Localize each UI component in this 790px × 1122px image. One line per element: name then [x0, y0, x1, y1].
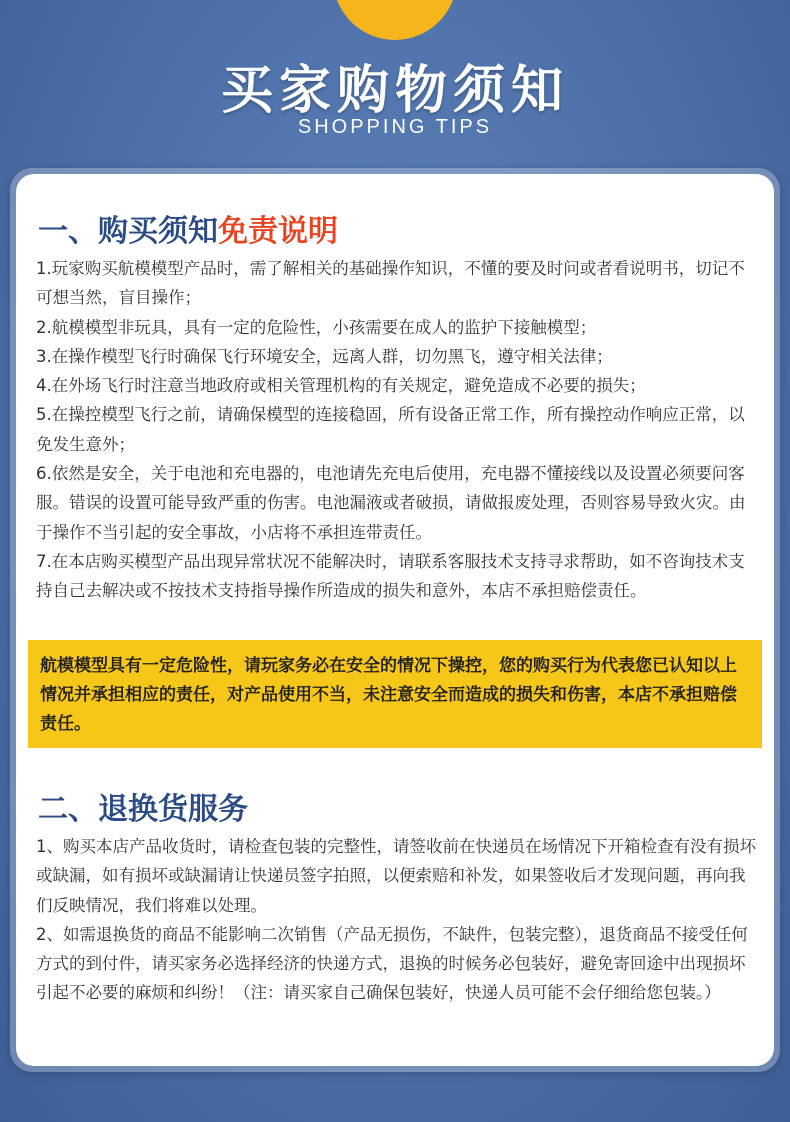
section1-title	[38, 206, 338, 250]
list-item: 6.依然是安全，关于电池和充电器的，电池请先充电后使用，充电器不懂接线以及设置必须要问客服。错误的设置可能导致严重的伤害。电池漏液或者破损，请做报废处理，否则容易导致火灾。由于操作不当引起的安全事故，小店将不承担连带责任。	[36, 464, 746, 542]
list-item: 3.在操作模型飞行时确保飞行环境安全，远离人群，切勿黑飞，遵守相关法律；	[36, 346, 613, 366]
list-item: 1.玩家购买航模模型产品时，需了解相关的基础操作知识，不懂的要及时问或者看说明书，切记不可想当然，盲目操作；	[36, 259, 745, 308]
list-item: 2.航模模型非玩具，具有一定的危险性，小孩需要在成人的监护下接触模型；	[36, 317, 597, 337]
disclaimer-notice: 航模模型具有一定危险性，请玩家务必在安全的情况下操控，您的购买行为代表您已认知以上情况并承担相应的责任，对产品使用不当，未注意安全而造成的损失和伤害，本店不承担赔偿责任。	[28, 640, 762, 748]
page-title: 买家购物须知	[220, 61, 569, 121]
list-item: 7.在本店购买模型产品出现异常状况不能解决时，请联系客服技术支持寻求帮助，如不咨询技术支持自己去解决或不按技术支持指导操作所造成的损失和意外，本店不承担赔偿责任。	[36, 551, 745, 601]
section1-list	[36, 254, 760, 606]
section2-title: 二、退换货服务	[38, 792, 248, 827]
list-item: 1、购买本店产品收货时，请检查包装的完整性，请签收前在快递员在场情况下开箱检查有没有损坏或缺漏，如有损坏或缺漏请让快递员签字拍照，以便索赔和补发，如果签收后才发现问题，再向我们反映情况，我们将难以处理。	[36, 837, 756, 915]
section1-title-main: 一、购买须知	[38, 214, 218, 249]
top-badge-decoration	[333, 0, 457, 40]
list-item: 4.在外场飞行时注意当地政府或相关管理机构的有关规定，避免造成不必要的损失；	[36, 376, 646, 396]
page-subtitle: SHOPPING TIPS	[297, 116, 493, 138]
section1-title-highlight: 免责说明	[218, 214, 338, 249]
content-card	[16, 174, 774, 1066]
section2-list	[36, 832, 760, 1008]
list-item: 2、如需退换货的商品不能影响二次销售（产品无损伤，不缺件，包装完整），退货商品不接受任何方式的到付件，请买家务必选择经济的快递方式，退换的时候务必包装好，避免寄回途中出现损坏引起不必要的麻烦和纠纷！（注：请买家自己确保包装好，快递人员可能不会仔细给您包装。）	[36, 924, 748, 1003]
list-item: 5.在操控模型飞行之前，请确保模型的连接稳固，所有设备正常工作，所有操控动作响应正常，以免发生意外；	[36, 405, 745, 454]
